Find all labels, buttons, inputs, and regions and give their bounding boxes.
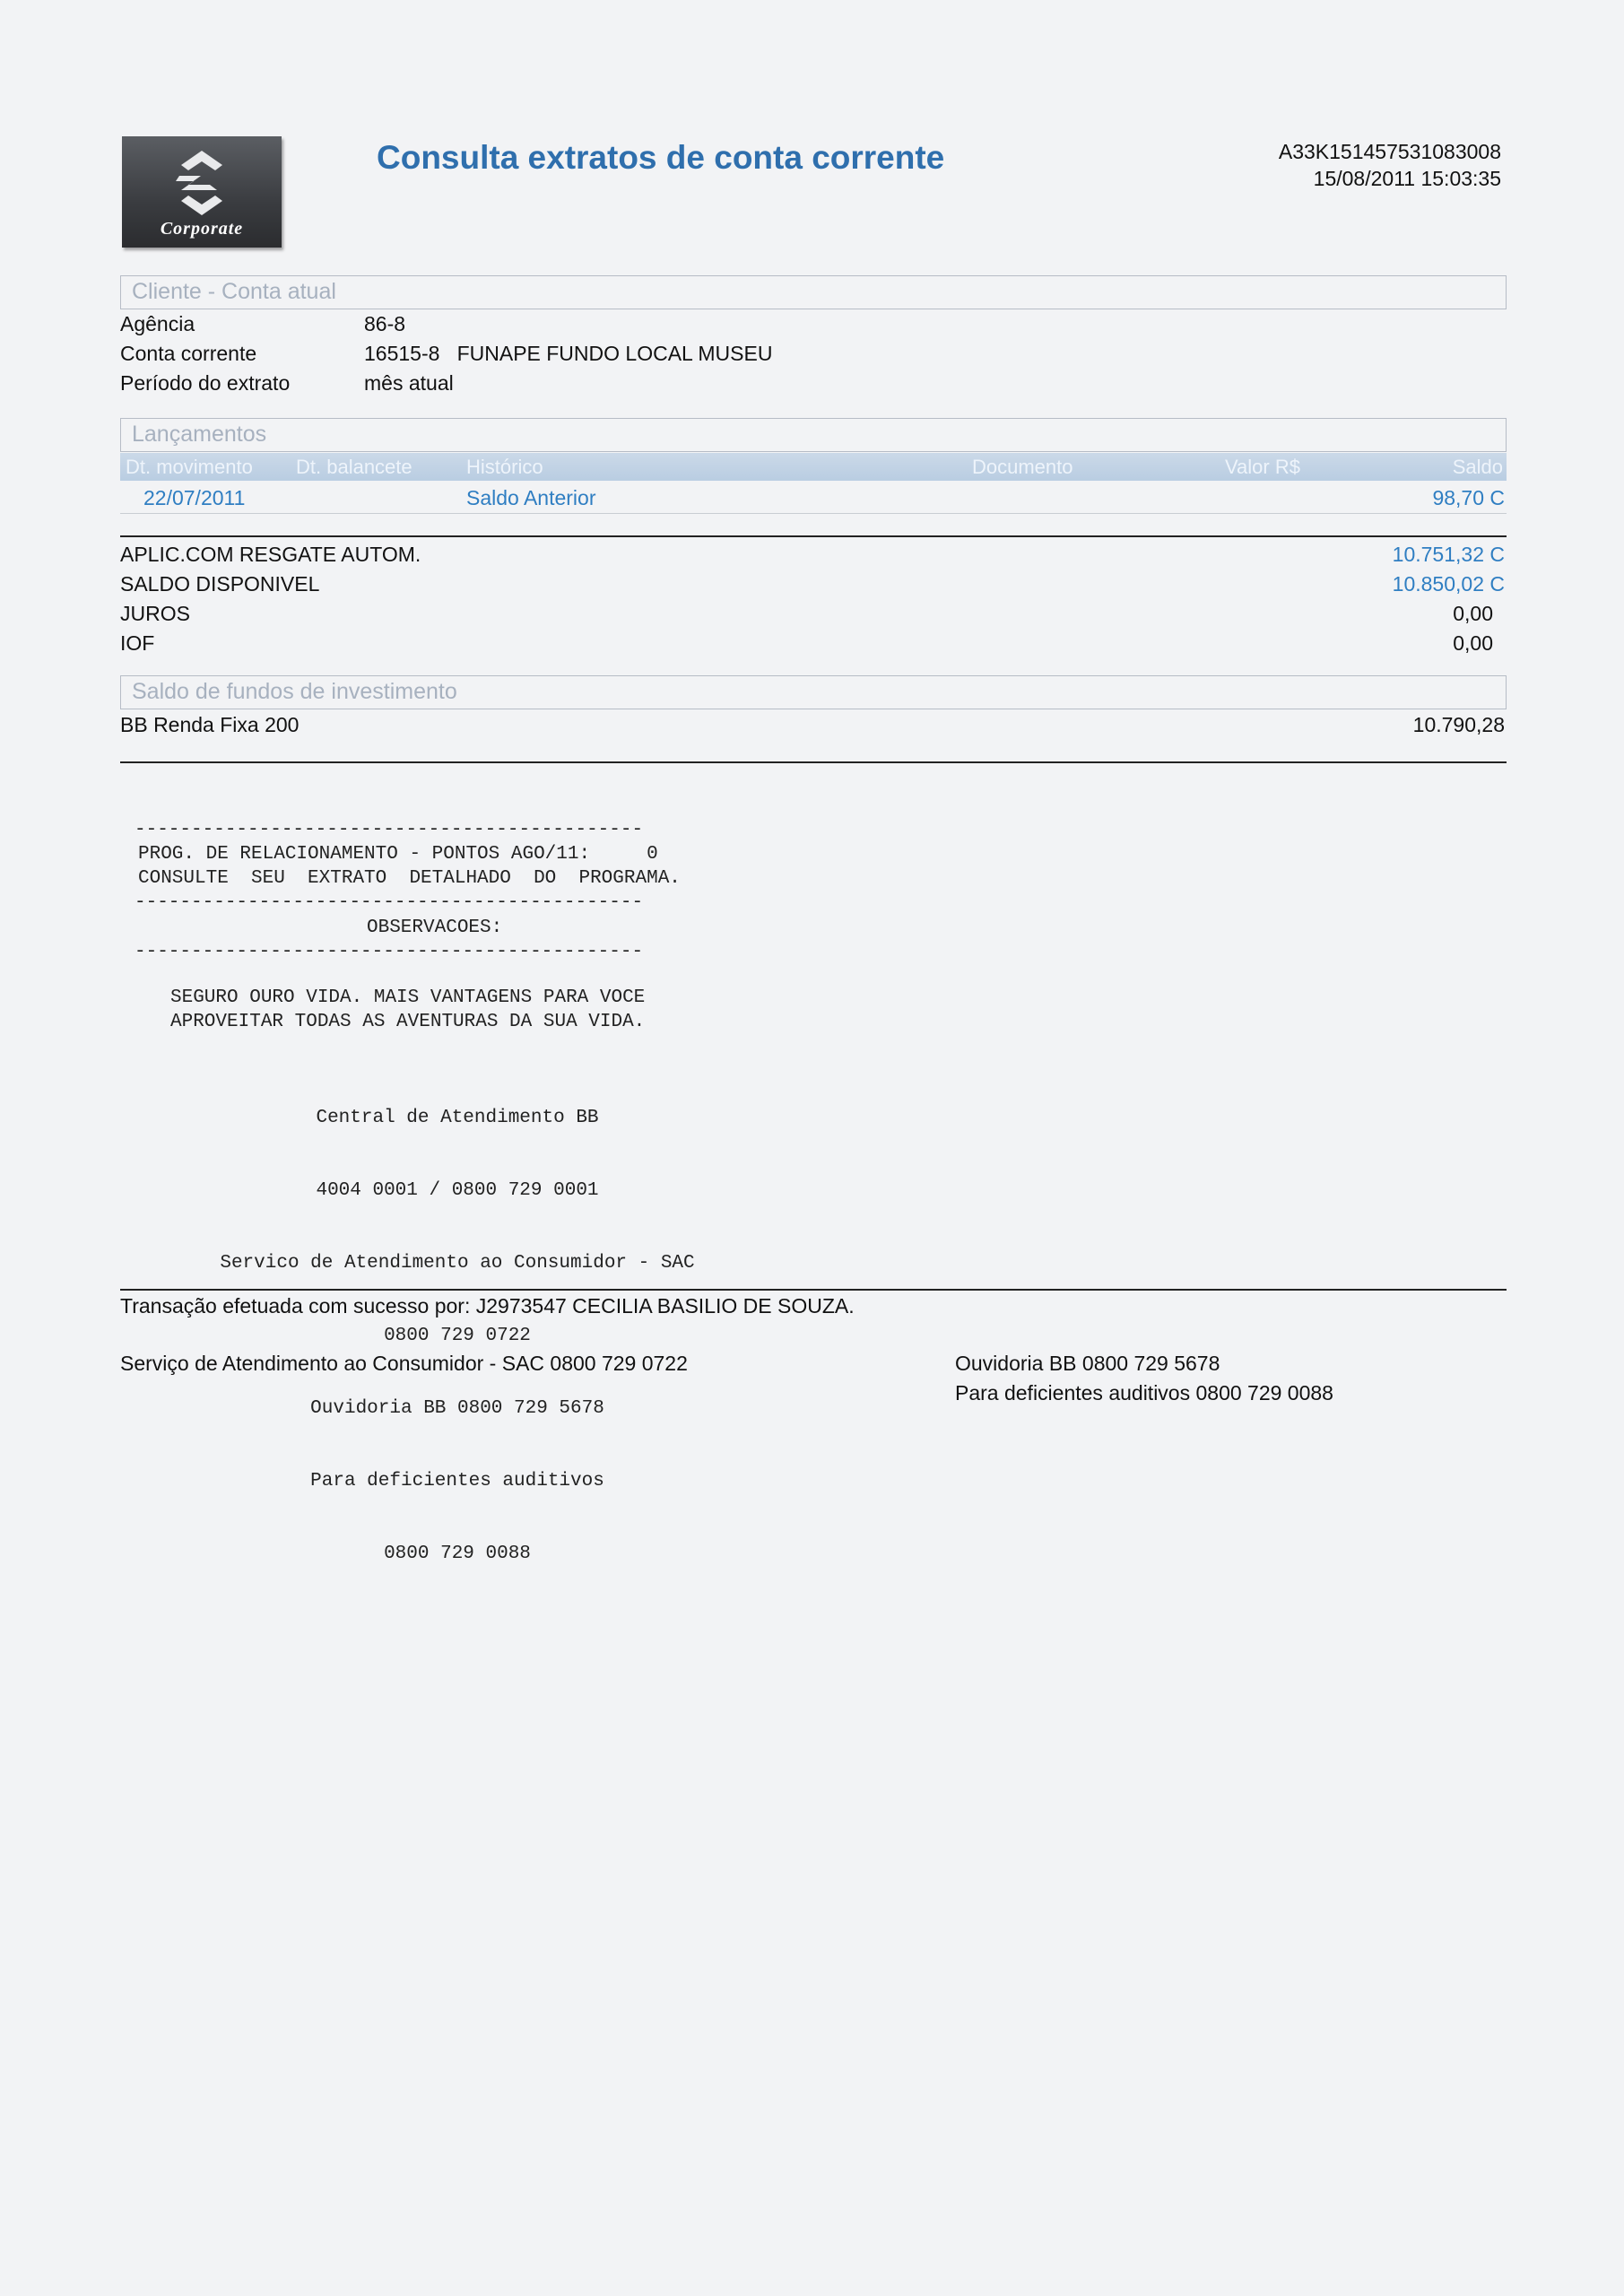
table-header [120, 453, 1507, 481]
document-id-block [1279, 138, 1501, 192]
column-dt-movimento: Dt. movimento [126, 456, 253, 478]
message-contact-block [170, 1057, 744, 1590]
footer-deficientes: Para deficientes auditivos 0800 729 0088 [955, 1381, 1333, 1405]
message-dashes-top: --------------------------------------------- [135, 820, 644, 840]
section-divider [120, 535, 1507, 537]
field-value-agencia: 86-8 [364, 312, 406, 335]
transaction-status: Transação efetuada com sucesso por: J2973547 CECILIA BASILIO DE SOUZA. [120, 1294, 855, 1318]
footer-sac: Serviço de Atendimento ao Consumidor - SAC 0800 729 0722 [120, 1352, 688, 1375]
document-code: A33K151457531083008 [1278, 140, 1501, 163]
field-label-periodo: Período do extrato [120, 371, 291, 395]
contact-line: Servico de Atendimento ao Consumidor - SAC [220, 1253, 695, 1274]
fund-label: BB Renda Fixa 200 [120, 713, 300, 736]
message-dashes-bottom: --------------------------------------------- [135, 942, 644, 962]
section-fundos [120, 675, 1507, 709]
cell-dt-movimento: 22/07/2011 [143, 486, 246, 509]
cell-historico: Saldo Anterior [466, 486, 596, 509]
section-title-cliente: Cliente - Conta atual [132, 279, 336, 304]
bank-logo [122, 136, 282, 248]
column-documento: Documento [972, 456, 1073, 478]
contact-line: 4004 0001 / 0800 729 0001 [316, 1180, 599, 1201]
field-value-conta: 16515-8 FUNAPE FUNDO LOCAL MUSEU [364, 342, 773, 365]
message-seguro-line2: APROVEITAR TODAS AS AVENTURAS DA SUA VIDA. [170, 1012, 646, 1032]
cell-saldo: 98,70 C [1432, 486, 1505, 509]
summary-value-juros: 0,00 [1453, 602, 1493, 625]
page-title: Consulta extratos de conta corrente [377, 139, 945, 176]
field-value-periodo: mês atual [364, 371, 454, 395]
summary-label-aplic: APLIC.COM RESGATE AUTOM. [120, 543, 421, 566]
contact-line: Ouvidoria BB 0800 729 5678 [310, 1398, 604, 1419]
document-datetime: 15/08/2011 15:03:35 [1313, 167, 1501, 190]
summary-label-saldo-disponivel: SALDO DISPONIVEL [120, 572, 320, 596]
message-prog-line2: CONSULTE SEU EXTRATO DETALHADO DO PROGRAMA. [138, 868, 681, 889]
section-lancamentos [120, 418, 1507, 452]
fund-value: 10.790,28 [1412, 713, 1505, 736]
column-valor: Valor R$ [1225, 456, 1300, 478]
contact-line: Para deficientes auditivos [310, 1471, 604, 1492]
message-obs-title: OBSERVACOES: [367, 918, 503, 938]
column-historico: Histórico [466, 456, 543, 478]
summary-label-iof: IOF [120, 631, 155, 655]
bb-logo-icon [167, 149, 237, 217]
message-dashes-mid: --------------------------------------------- [135, 892, 644, 913]
message-prog-line1: PROG. DE RELACIONAMENTO - PONTOS AGO/11: 0 [138, 844, 658, 865]
column-saldo: Saldo [1452, 456, 1503, 478]
footer-ouvidoria: Ouvidoria BB 0800 729 5678 [955, 1352, 1220, 1375]
column-dt-balancete: Dt. balancete [296, 456, 413, 478]
section-title-fundos: Saldo de fundos de investimento [132, 679, 457, 704]
section-cliente [120, 275, 1507, 309]
summary-value-iof: 0,00 [1453, 631, 1493, 655]
logo-text: Corporate [160, 219, 244, 239]
field-label-agencia: Agência [120, 312, 195, 335]
message-seguro-line1: SEGURO OURO VIDA. MAIS VANTAGENS PARA VOCE [170, 987, 646, 1008]
section-divider [120, 761, 1507, 763]
summary-value-saldo-disponivel: 10.850,02 C [1392, 572, 1505, 596]
contact-line: Central de Atendimento BB [316, 1108, 599, 1128]
summary-value-aplic: 10.751,32 C [1392, 543, 1505, 566]
row-divider [120, 513, 1507, 514]
section-title-lancamentos: Lançamentos [132, 422, 267, 447]
field-label-conta: Conta corrente [120, 342, 257, 365]
footer-divider [120, 1289, 1507, 1291]
contact-line: 0800 729 0088 [384, 1544, 531, 1564]
contact-line: 0800 729 0722 [384, 1326, 531, 1346]
summary-label-juros: JUROS [120, 602, 190, 625]
